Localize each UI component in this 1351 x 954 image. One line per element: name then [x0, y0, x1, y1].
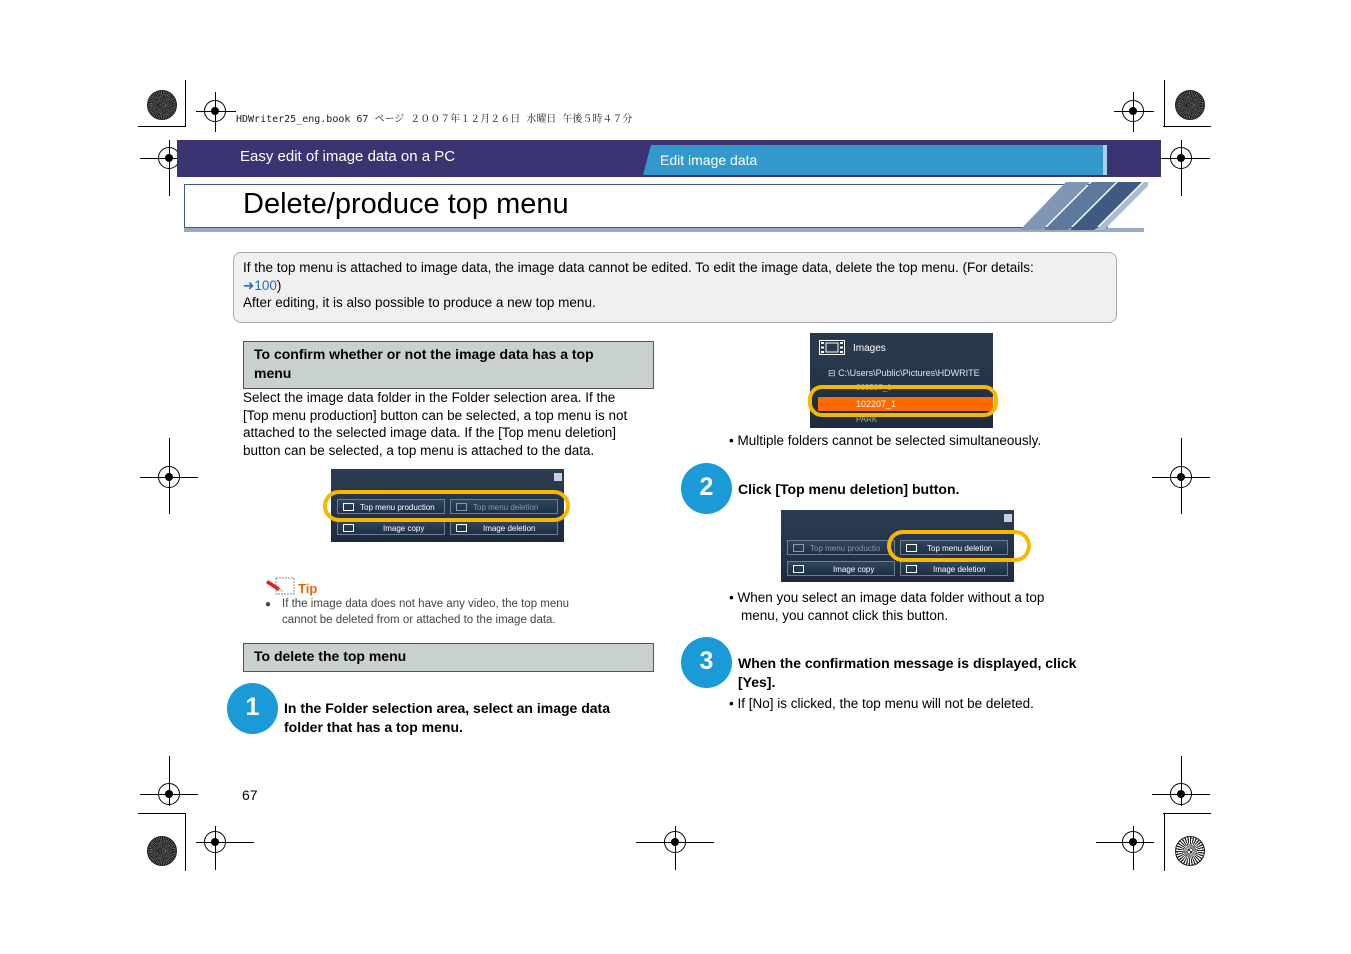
section-tab-title: Edit image data	[660, 152, 758, 168]
registration-mark-icon	[204, 831, 226, 853]
step-2-text: Click [Top menu deletion] button.	[738, 481, 960, 497]
film-strip-icon	[819, 340, 845, 355]
tip-pencil-icon	[266, 576, 296, 596]
registration-mark-icon	[158, 466, 180, 488]
tip-label: Tip	[298, 581, 318, 596]
highlight-ring	[887, 530, 1031, 562]
highlight-ring	[323, 490, 570, 522]
section-heading-confirm: To confirm whether or not the image data has a top menu	[243, 341, 654, 389]
registration-mark-icon	[1122, 831, 1144, 853]
page-number: 67	[242, 787, 258, 803]
chapter-title: Easy edit of image data on a PC	[240, 148, 456, 165]
print-slug: HDWriter25_eng.book 67 ページ ２００７年１２月２６日 水曜日 午後５時４７分	[236, 114, 633, 125]
delete-icon	[456, 524, 467, 532]
image-copy-button[interactable]: Image copy	[337, 520, 445, 535]
image-copy-button[interactable]: Image copy	[787, 561, 895, 576]
section-heading-delete: To delete the top menu	[243, 643, 654, 672]
tip-bullet-icon: ●	[265, 599, 272, 610]
page-title: Delete/produce top menu	[243, 188, 569, 220]
registration-mark-icon	[204, 100, 226, 122]
image-deletion-button[interactable]: Image deletion	[900, 561, 1008, 576]
menu-icon	[793, 544, 804, 552]
collapse-icon[interactable]: ⊟	[828, 368, 836, 378]
color-target-icon	[147, 90, 177, 120]
highlight-ring	[808, 385, 998, 417]
registration-mark-icon	[1170, 466, 1192, 488]
scroll-arrow-icon	[1004, 514, 1012, 522]
image-deletion-button[interactable]: Image deletion	[450, 520, 558, 535]
top-menu-deletion-button[interactable]: Top menu deletion	[900, 540, 1008, 555]
tip-text-line-2: cannot be deleted from or attached to the image data.	[282, 614, 556, 626]
top-menu-production-button[interactable]: Top menu productio	[787, 540, 895, 555]
registration-mark-icon	[1170, 147, 1192, 169]
bullet-no-clicked: • If [No] is clicked, the top menu will not be deleted.	[729, 696, 1034, 711]
folder-path-row[interactable]	[828, 368, 980, 379]
images-panel-title: Images	[853, 343, 886, 354]
confirm-body: Select the image data folder in the Folder selection area. If the [Top menu production] button can be selected, a top menu is not attached to the selected image data. If the [Top menu deletion] button can be selected, a top menu is attached to the data.	[243, 390, 628, 458]
copy-icon	[343, 524, 354, 532]
registration-mark-icon	[664, 831, 686, 853]
folder-item-selected[interactable]: 102207_1	[818, 397, 993, 411]
arrow-right-icon: ➜	[243, 278, 255, 293]
tip-text-line-1: If the image data does not have any video, the top menu	[282, 598, 570, 610]
delete-icon	[906, 565, 917, 573]
intro-line-3: After editing, it is also possible to produce a new top menu.	[243, 295, 596, 310]
bullet-multiple-folders: • Multiple folders cannot be selected simultaneously.	[729, 433, 1042, 448]
registration-mark-icon	[158, 783, 180, 805]
color-target-icon	[147, 836, 177, 866]
bullet-without-top-menu: • When you select an image data folder without a top menu, you cannot click this button.	[729, 590, 1045, 623]
scroll-arrow-icon	[554, 473, 562, 481]
top-menu-production-button[interactable]: Top menu production	[337, 499, 445, 514]
registration-mark-icon	[1170, 783, 1192, 805]
step-number-1: 1	[227, 683, 278, 734]
color-target-icon	[1175, 90, 1205, 120]
folder-item[interactable]: PARK	[856, 415, 878, 424]
top-menu-deletion-button[interactable]: Top menu deletion	[450, 499, 558, 514]
registration-mark-icon	[1122, 100, 1144, 122]
folder-path: C:\Users\Public\Pictures\HDWRITE	[838, 368, 980, 378]
color-target-icon	[1175, 836, 1205, 866]
step-3-text: When the confirmation message is displayed, click [Yes].	[738, 655, 1077, 690]
folder-item[interactable]: 000307_1	[856, 383, 892, 392]
step-1-text: In the Folder selection area, select an image data folder that has a top menu.	[284, 700, 611, 735]
page-reference-link[interactable]: ➜100	[243, 278, 277, 293]
step-number-3: 3	[681, 637, 732, 688]
intro-line-2: ➜100)	[243, 278, 282, 293]
title-decoration-stripes	[1020, 182, 1148, 230]
section-tab-shadow	[1103, 145, 1107, 175]
intro-line-1: If the top menu is attached to image data, the image data cannot be edited. To edit the image data, delete the top menu. (For details:	[243, 260, 1034, 275]
title-underline	[184, 228, 1144, 232]
step-number-2: 2	[681, 463, 732, 514]
copy-icon	[793, 565, 804, 573]
